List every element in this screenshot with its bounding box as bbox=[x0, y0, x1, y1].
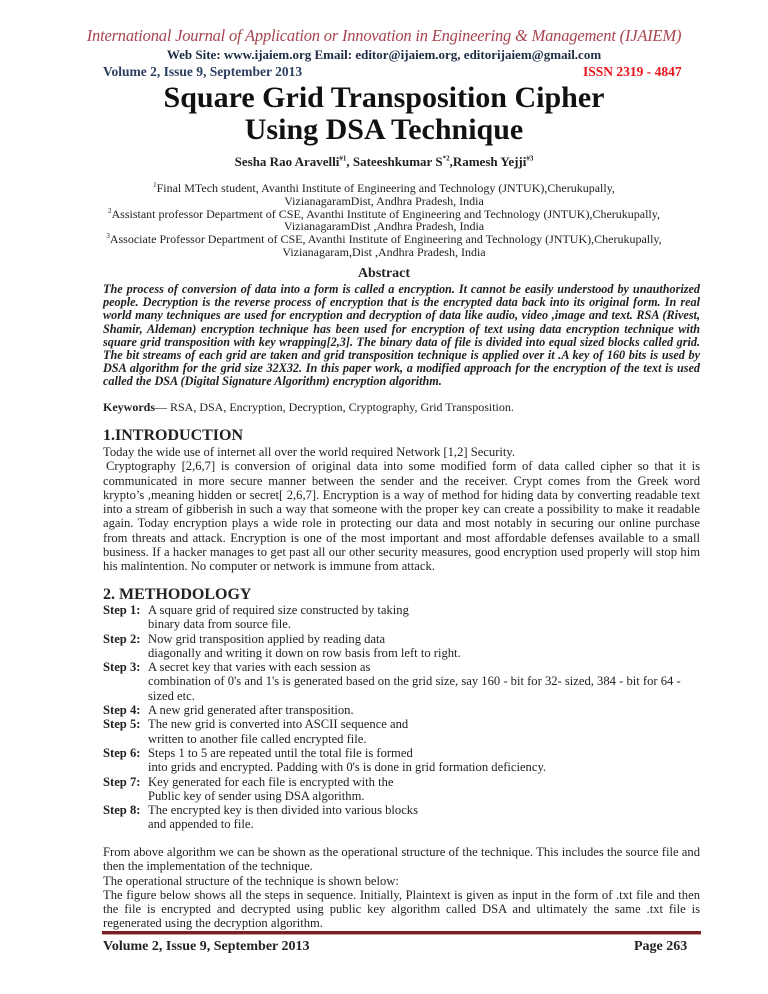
method-step bbox=[103, 775, 700, 804]
method-step bbox=[103, 632, 700, 661]
step-line: Now grid transposition applied by reading data bbox=[148, 631, 386, 646]
step-line: A new grid generated after transposition. bbox=[148, 703, 354, 718]
affiliation bbox=[0, 182, 768, 195]
step-line: The new grid is converted into ASCII sequence and bbox=[148, 717, 409, 732]
affiliation: VizianagaramDist ,Andhra Pradesh, India bbox=[283, 219, 485, 234]
affiliation: Vizianagaram,Dist ,Andhra Pradesh, India bbox=[282, 244, 486, 259]
step-label: Step 4: bbox=[103, 703, 141, 718]
step-label: Step 8: bbox=[103, 803, 141, 818]
step-line: The encrypted key is then divided into various blocks bbox=[148, 803, 419, 818]
introduction-body bbox=[103, 445, 700, 574]
footer-volume: Volume 2, Issue 9, September 2013 bbox=[103, 939, 310, 954]
step-text bbox=[148, 746, 700, 775]
step-line: Steps 1 to 5 are repeated until the total file is formed bbox=[148, 745, 413, 760]
step-line: written to another file called encrypted file. bbox=[148, 731, 367, 746]
affiliation-line: Final MTech student, Avanthi Institute of Engineering and Technology (JNTUK),Cherukupally, bbox=[156, 181, 615, 195]
step-label: Step 7: bbox=[103, 774, 141, 789]
step-label: Step 2: bbox=[103, 631, 141, 646]
section-heading-introduction: 1.INTRODUCTION bbox=[103, 427, 244, 444]
method-step bbox=[103, 803, 700, 832]
author-name: ,Ramesh Yejji bbox=[449, 154, 527, 169]
affiliation-sup: 1 bbox=[153, 181, 157, 189]
author-name: Sesha Rao Aravelli bbox=[234, 154, 340, 169]
methodology-steps bbox=[103, 603, 700, 832]
affiliation-line: Associate Professor Department of CSE, Avanthi Institute of Engineering and Technology (JNTUK),Cherukupally, bbox=[109, 232, 662, 247]
footer-rule bbox=[102, 931, 701, 935]
step-line: A secret key that varies with each session as bbox=[148, 660, 371, 675]
journal-website: Web Site: www.ijaiem.org Email: editor@ijaiem.org, editorijaiem@gmail.com bbox=[166, 47, 602, 62]
paragraph: Today the wide use of internet all over the world required Network [1,2] Security. bbox=[103, 445, 516, 459]
author-sup: *2 bbox=[442, 154, 450, 163]
step-text bbox=[148, 717, 700, 746]
section-heading-methodology: 2. METHODOLOGY bbox=[103, 586, 252, 603]
step-line: and appended to file. bbox=[148, 817, 254, 832]
step-text bbox=[148, 803, 700, 832]
paragraph: From above algorithm we can be shown as the operational structure of the technique. This includes the source file and then the implementation of the technique. bbox=[103, 845, 700, 874]
affiliation-line: Assistant professor Department of CSE, Avanthi Institute of Engineering and Technology (JNTUK),Cherukupally, bbox=[111, 206, 660, 221]
method-step bbox=[103, 746, 700, 775]
step-label: Step 6: bbox=[103, 745, 141, 760]
affiliation: VizianagaramDist, Andhra Pradesh, India bbox=[284, 193, 484, 208]
author-sup: #3 bbox=[526, 154, 534, 163]
step-line: Public key of sender using DSA algorithm. bbox=[148, 788, 365, 803]
journal-name: International Journal of Application or Innovation in Engineering & Management (IJAIEM) bbox=[86, 26, 682, 45]
step-line: Key generated for each file is encrypted with the bbox=[148, 774, 394, 789]
step-text bbox=[148, 775, 700, 804]
affiliation-sup: 2 bbox=[107, 206, 112, 215]
authors bbox=[0, 154, 768, 170]
step-text bbox=[148, 703, 700, 717]
step-text bbox=[148, 603, 700, 632]
title-line-1: Square Grid Transposition Cipher bbox=[163, 81, 605, 114]
method-step bbox=[103, 703, 700, 717]
method-step bbox=[103, 717, 700, 746]
title-line-2: Using DSA Technique bbox=[244, 113, 524, 146]
step-line: combination of 0's and 1's is generated based on the grid size, say 160 - bit for 32- sized, 384 - bit for 64 - sized etc. bbox=[148, 674, 681, 703]
abstract-text: The process of conversion of data into a form is called a encryption. It cannot be easily understood by unauthorized people. Decryption is the reverse process of encryption that is the encrypted data back into its original form. In real world many techniques are used for encryption and decryption of data like audio, video ,image and text. RSA (Rivest, Shamir, Aldeman) encryption technique has been used for encryption of text using data encryption technique with square grid transposition with key wrapping[2,3]. The binary data of file is divided into equal sized blocks called grid. The bit streams of each grid are taken and grid transposition technique is applied over it .A key of 160 bits is used by DSA algorithm for the grid size 32X32. In this paper work, a modified approach for the encryption of the text is used called the DSA (Digital Signature Algorithm) encryption algorithm. bbox=[103, 282, 700, 389]
affiliations bbox=[0, 182, 768, 259]
methodology-body bbox=[103, 845, 700, 931]
step-label: Step 1: bbox=[103, 603, 141, 617]
step-text bbox=[148, 660, 700, 703]
step-label: Step 3: bbox=[103, 660, 141, 675]
step-line: binary data from source file. bbox=[148, 617, 292, 632]
footer-page: Page 263 bbox=[634, 939, 688, 954]
step-text bbox=[148, 632, 700, 661]
author-name: , Sateeshkumar S bbox=[346, 154, 443, 169]
paper-title bbox=[0, 82, 768, 146]
header-volume: Volume 2, Issue 9, September 2013 bbox=[103, 64, 303, 79]
keywords-label: Keywords bbox=[103, 400, 155, 414]
step-line: into grids and encrypted. Padding with 0's is done in grid formation deficiency. bbox=[148, 760, 547, 775]
header-issn: ISSN 2319 - 4847 bbox=[583, 64, 682, 79]
author-sup: #1 bbox=[339, 154, 347, 163]
keywords bbox=[103, 400, 514, 415]
step-line: A square grid of required size constructed by taking bbox=[148, 603, 409, 617]
keywords-text: — RSA, DSA, Encryption, Decryption, Cryptography, Grid Transposition. bbox=[155, 400, 514, 414]
paragraph: The operational structure of the technique is shown below: bbox=[103, 873, 399, 888]
abstract-heading: Abstract bbox=[357, 266, 411, 281]
paragraph: The figure below shows all the steps in sequence. Initially, Plaintext is given as input in the form of .txt file and then the file is encrypted and decrypted using public key algorithm called DSA and ultimately the same .txt file is regenerated using the decryption algorithm. bbox=[103, 887, 700, 931]
step-label: Step 5: bbox=[103, 717, 141, 732]
paragraph: Cryptography [2,6,7] is conversion of original data into some modified form of data called cipher so that it is communicated in more secure manner between the sender and the receiver. Crypt comes from the Greek word krypto’s ,meaning hidden or secret[ 2,6,7]. Encryption is a way of method for hiding data by converting readable text into a stream of gibberish in such a way that someone with the proper key can create a possibility to make it readable again. Today encryption plays a wide role in protecting our data and most notably in securing our online purchase from threats and attack. Encryption is one of the most important and most affordable defenses available to a small business. If a hacker manages to get past all our other security measures, good encryption used properly will stop him his malintention. No computer or network is immune from attack. bbox=[103, 459, 700, 574]
affiliation-sup: 3 bbox=[106, 232, 110, 241]
step-line: diagonally and writing it down on row basis from left to right. bbox=[148, 645, 461, 660]
method-step bbox=[103, 603, 700, 632]
method-step bbox=[103, 660, 700, 703]
